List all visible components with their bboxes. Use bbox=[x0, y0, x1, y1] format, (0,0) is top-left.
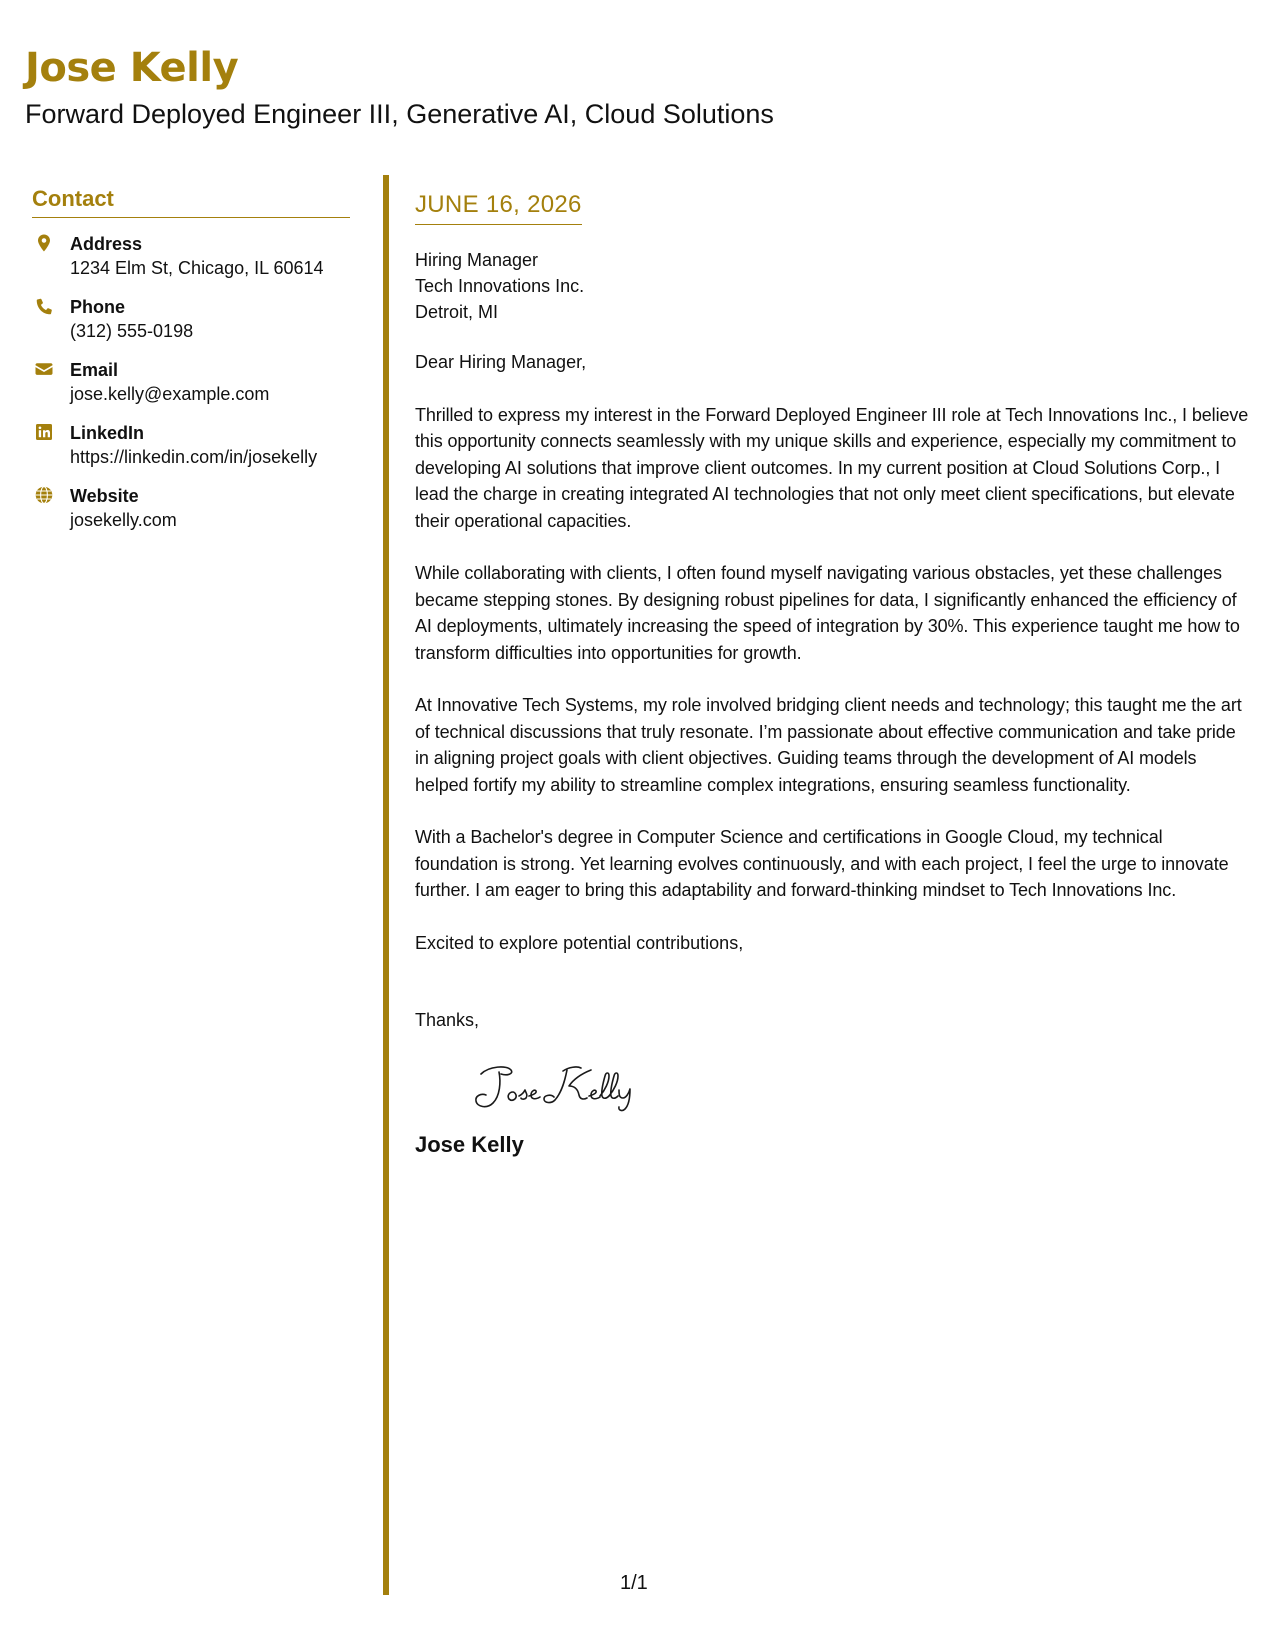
recipient-line: Tech Innovations Inc. bbox=[415, 276, 585, 296]
email-value: jose.kelly@example.com bbox=[70, 384, 270, 404]
page-number: 1/1 bbox=[620, 1572, 648, 1594]
body-paragraph: Thrilled to express my interest in the Forward Deployed Engineer III role at Tech Innovations Inc., I believe this opportunity connects seamlessly with my unique skills and experience, especially my commitment to developing AI solutions that improve client outcomes. In my current position at Cloud Solutions Corp., I lead the charge in creating integrated AI technologies that not only meet client specifications, but elevate their operational capacities. bbox=[415, 404, 1249, 531]
job-title: Forward Deployed Engineer III, Generative AI, Cloud Solutions bbox=[25, 99, 774, 129]
contact-item-linkedin bbox=[32, 421, 350, 484]
column-divider bbox=[383, 175, 389, 1595]
letter-body bbox=[415, 193, 1250, 1156]
contact-heading: Contact bbox=[32, 188, 350, 218]
map-pin-icon bbox=[34, 233, 54, 253]
handwritten-signature bbox=[463, 1056, 683, 1120]
recipient-line: Detroit, MI bbox=[415, 302, 499, 322]
body-paragraph: At Innovative Tech Systems, my role involved bridging client needs and technology; this taught me the art of technical discussions that truly resonate. I’m passionate about effective communication and take pride in aligning project goals with client objectives. Guiding teams through the development of AI models helped fortify my ability to streamline complex integrations, ensuring seamless functionality. bbox=[415, 695, 1242, 795]
closing-line: Excited to explore potential contributions, bbox=[415, 932, 744, 953]
recipient-block bbox=[415, 247, 1250, 325]
contact-label: Phone bbox=[70, 297, 126, 317]
contact-item-email bbox=[32, 358, 350, 421]
contact-item-website bbox=[32, 484, 350, 547]
signed-name: Jose Kelly bbox=[415, 1131, 524, 1157]
contact-label: LinkedIn bbox=[70, 423, 145, 443]
envelope-icon bbox=[34, 359, 54, 379]
linkedin-value: https://linkedin.com/in/josekelly bbox=[70, 447, 318, 467]
recipient-line: Hiring Manager bbox=[415, 250, 539, 270]
address-value: 1234 Elm St, Chicago, IL 60614 bbox=[70, 258, 324, 278]
contact-list bbox=[32, 232, 350, 547]
phone-value: (312) 555-0198 bbox=[70, 321, 194, 341]
phone-icon bbox=[34, 296, 54, 316]
letter-date: JUNE 16, 2026 bbox=[415, 193, 582, 225]
linkedin-icon bbox=[34, 422, 54, 442]
salutation: Dear Hiring Manager, bbox=[415, 352, 587, 372]
body-paragraph: With a Bachelor's degree in Computer Science and certifications in Google Cloud, my technical foundation is strong. Yet learning evolves continuously, and with each project, I feel the urge to innovate further. I am eager to bring this adaptability and forward-thinking mindset to Tech Innovations Inc. bbox=[415, 827, 1229, 900]
contact-label: Address bbox=[70, 234, 143, 254]
applicant-name: Jose Kelly bbox=[25, 45, 239, 91]
contact-item-address bbox=[32, 232, 350, 295]
signoff: Thanks, bbox=[415, 1010, 480, 1030]
contact-label: Website bbox=[70, 486, 139, 506]
contact-label: Email bbox=[70, 360, 119, 380]
globe-icon bbox=[34, 485, 54, 505]
contact-section bbox=[32, 188, 350, 547]
contact-item-phone bbox=[32, 295, 350, 358]
website-value: josekelly.com bbox=[70, 510, 177, 530]
body-paragraph: While collaborating with clients, I often found myself navigating various obstacles, yet these challenges became stepping stones. By designing robust pipelines for data, I significantly enhanced the efficiency of AI deployments, ultimately increasing the speed of integration by 30%. This experience taught me how to transform difficulties into opportunities for growth. bbox=[415, 563, 1240, 663]
